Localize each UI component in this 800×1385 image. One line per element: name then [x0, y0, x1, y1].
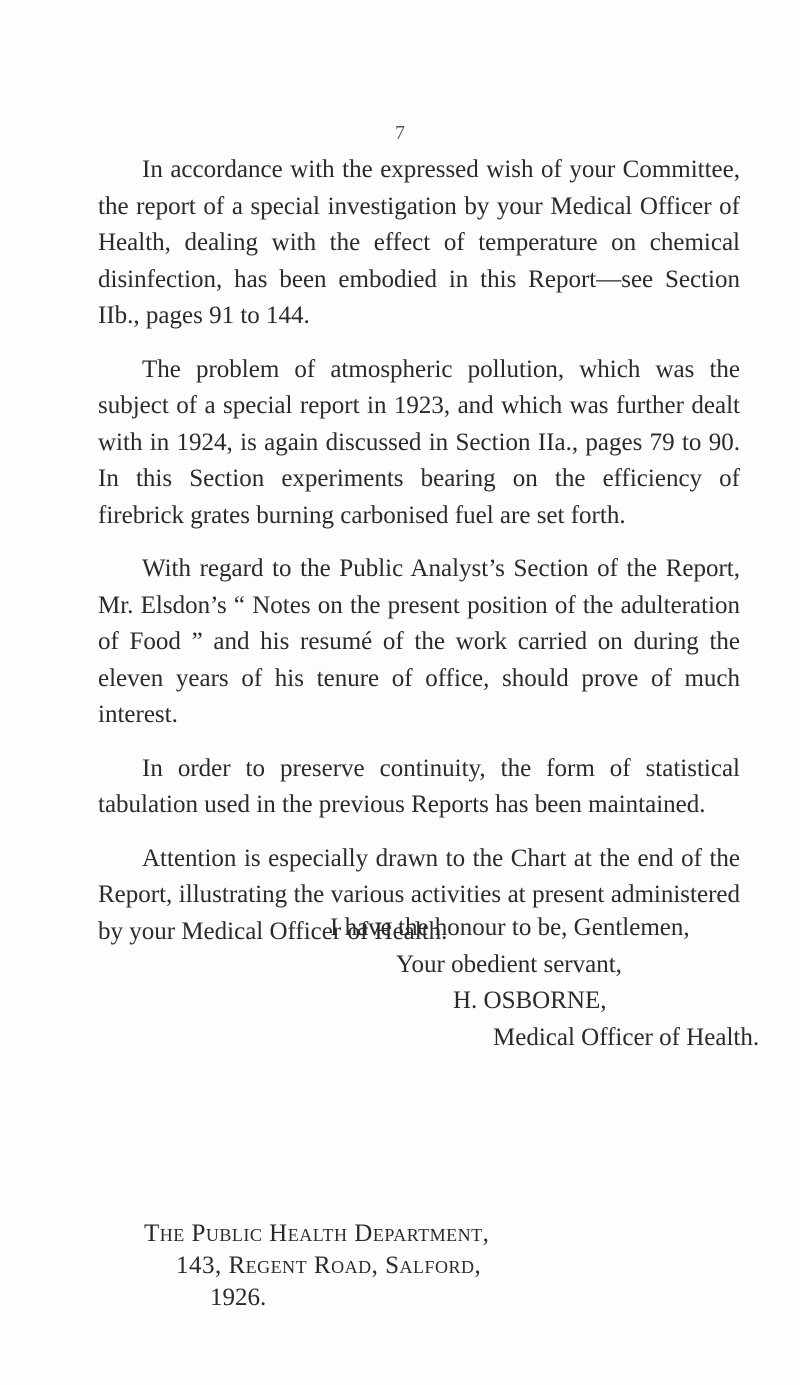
address-year: 1926.	[210, 1284, 267, 1311]
letter-body	[98, 152, 740, 967]
paragraph-disinfection: In accordance with the expressed wish of your Committee, the report of a special investigation by your Medical Officer of Health, dealing with the effect of temperature on chemical disinfection, has been embodied in this Report—see Section IIb., pages 91 to 144.	[98, 156, 740, 329]
signature-title: Medical Officer of Health.	[493, 1023, 760, 1051]
page-number: 7	[395, 122, 405, 144]
closing-block	[98, 910, 760, 1056]
address-street: 143, Regent Road, Salford,	[176, 1252, 482, 1279]
paragraph-statistical-tabulation: In order to preserve continuity, the form of statistical tabulation used in the previous Reports has been maintained.	[98, 754, 740, 818]
paragraph-public-analyst: With regard to the Public Analyst’s Section of the Report, Mr. Elsdon’s “ Notes on the present position of the adulteration of Food ” and his resumé of the work carried on during the eleven years of his tenure of office, should prove of much interest.	[98, 555, 740, 728]
closing-servant-line: Your obedient servant,	[396, 950, 622, 978]
address-department: The Public Health Department,	[144, 1220, 490, 1247]
paragraph-atmospheric-pollution: The problem of atmospheric pollution, which was the subject of a special report in 1923, and which was further dealt with in 1924, is again discussed in Section IIa., pages 79 to 90. In this Section experiments bearing on the efficiency of firebrick grates burning carbonised fuel are set forth.	[98, 355, 740, 529]
signature-name: H. OSBORNE,	[453, 987, 607, 1014]
paragraph-chart-attention: Attention is especially drawn to the Chart at the end of the Report, illustrating the various activities at present administered by your Medical Officer of Health.	[98, 844, 740, 945]
closing-honour-line: I have the honour to be, Gentlemen,	[330, 914, 690, 941]
address-block	[98, 1218, 489, 1314]
